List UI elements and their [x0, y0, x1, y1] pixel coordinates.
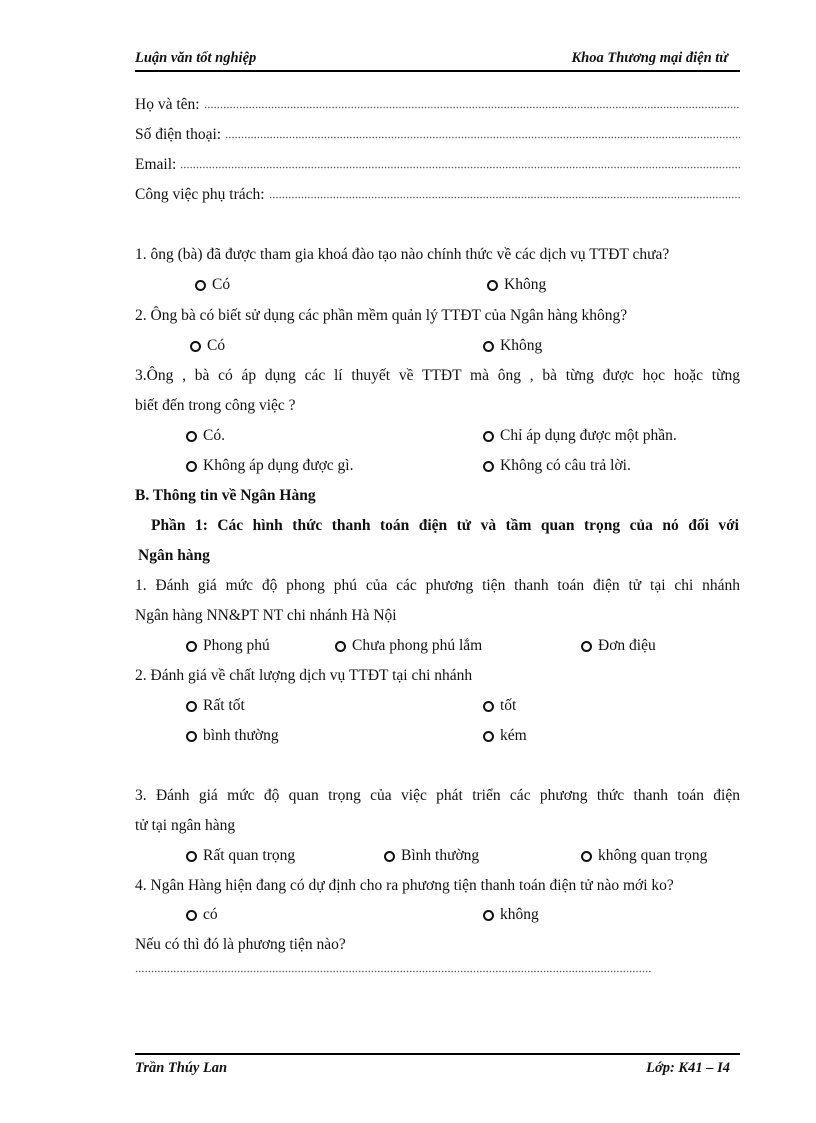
radio-bullet-icon	[335, 641, 346, 652]
radio-bullet-icon	[483, 701, 494, 712]
name-dots[interactable]	[204, 97, 740, 109]
q2-option-yes[interactable]: Có	[190, 336, 225, 356]
part-1-title-line-1: Phần 1: Các hình thức thanh toán điện tử và tầm quan trọng của nó đối với	[151, 517, 739, 534]
radio-bullet-icon	[190, 341, 201, 352]
q2-option-no[interactable]: Không	[483, 336, 542, 356]
radio-bullet-icon	[483, 341, 494, 352]
radio-bullet-icon	[186, 731, 197, 742]
p1-question-3-line-2: tử tại ngân hàng	[135, 817, 236, 834]
radio-bullet-icon	[384, 851, 395, 862]
question-3-line-2: biết đến trong công việc ?	[135, 397, 296, 414]
name-field[interactable]	[135, 95, 740, 115]
radio-bullet-icon	[186, 431, 197, 442]
radio-bullet-icon	[483, 910, 494, 921]
footer-class: Lớp: K41 – I4	[646, 1060, 730, 1076]
phone-label: Số điện thoại:	[135, 126, 222, 143]
radio-bullet-icon	[581, 851, 592, 862]
email-label: Email:	[135, 156, 177, 173]
radio-bullet-icon	[483, 431, 494, 442]
question-3-line-1: 3.Ông , bà có áp dụng các lí thuyết về TTĐT mà ông , bà từng được học hoặc từng	[135, 367, 740, 384]
q3-option-yes[interactable]: Có.	[186, 426, 225, 446]
p1-question-1-line-1: 1. Đánh giá mức độ phong phú của các phương tiện thanh toán điện tử tại chi nhánh	[135, 577, 740, 594]
p1q1-option-rich[interactable]: Phong phú	[186, 636, 270, 656]
p1-question-2: 2. Đánh giá về chất lượng dịch vụ TTĐT tại chi nhánh	[135, 667, 473, 684]
p1q1-option-monotonous[interactable]: Đơn điệu	[581, 636, 656, 656]
part-1-title-line-2: Ngân hàng	[138, 547, 210, 564]
radio-bullet-icon	[483, 731, 494, 742]
p1-question-4: 4. Ngân Hàng hiện đang có dự định cho ra phương tiện thanh toán điện tử nào mới ko?	[135, 877, 674, 894]
p1-question-1-line-2: Ngân hàng NN&PT NT chi nhánh Hà Nội	[135, 607, 397, 624]
radio-bullet-icon	[186, 910, 197, 921]
job-field[interactable]	[135, 185, 740, 205]
radio-bullet-icon	[581, 641, 592, 652]
q3-option-partly[interactable]: Chỉ áp dụng được một phần.	[483, 426, 677, 446]
email-field[interactable]	[135, 155, 740, 175]
name-label: Họ và tên:	[135, 96, 200, 113]
email-dots[interactable]	[180, 157, 740, 169]
p1-question-3-line-1: 3. Đánh giá mức độ quan trọng của việc phát triển các phương thức thanh toán điện	[135, 787, 740, 804]
question-1: 1. ông (bà) đã được tham gia khoá đào tạo nào chính thức về các dịch vụ TTĐT chưa?	[135, 246, 670, 263]
p1q4-followup: Nếu có thì đó là phương tiện nào?	[135, 936, 346, 953]
p1q2-option-good[interactable]: tốt	[483, 696, 516, 716]
p1q3-option-very-important[interactable]: Rất quan trọng	[186, 846, 295, 866]
page-header	[135, 50, 740, 72]
header-thesis-title: Luận văn tốt nghiệp	[135, 50, 257, 66]
p1q2-option-normal[interactable]: bình thường	[186, 726, 279, 746]
header-faculty: Khoa Thương mại điện tử	[571, 50, 728, 66]
radio-bullet-icon	[487, 280, 498, 291]
question-2: 2. Ông bà có biết sử dụng các phần mềm quản lý TTĐT của Ngân hàng không?	[135, 307, 628, 324]
p1q2-option-poor[interactable]: kém	[483, 726, 527, 746]
radio-bullet-icon	[186, 641, 197, 652]
page-footer	[135, 1053, 740, 1077]
q1-option-yes[interactable]: Có	[195, 275, 230, 295]
phone-field[interactable]	[135, 125, 740, 145]
q1-option-no[interactable]: Không	[487, 275, 546, 295]
job-label: Công việc phụ trách:	[135, 186, 265, 203]
footer-author: Trần Thúy Lan	[135, 1060, 228, 1076]
p1q2-option-very-good[interactable]: Rất tốt	[186, 696, 245, 716]
radio-bullet-icon	[186, 461, 197, 472]
radio-bullet-icon	[195, 280, 206, 291]
p1q4-option-no[interactable]: không	[483, 905, 539, 925]
answer-dots-line[interactable]	[135, 966, 651, 976]
q3-option-no-answer[interactable]: Không có câu trả lời.	[483, 456, 631, 476]
radio-bullet-icon	[186, 851, 197, 862]
phone-dots[interactable]	[225, 127, 740, 139]
radio-bullet-icon	[186, 701, 197, 712]
p1q4-option-yes[interactable]: có	[186, 905, 218, 925]
job-dots[interactable]	[269, 187, 740, 199]
p1q3-option-normal[interactable]: Bình thường	[384, 846, 479, 866]
p1q1-option-not-very-rich[interactable]: Chưa phong phú lắm	[335, 636, 482, 656]
radio-bullet-icon	[483, 461, 494, 472]
p1q3-option-not-important[interactable]: không quan trọng	[581, 846, 707, 866]
section-b-title: B. Thông tin về Ngân Hàng	[135, 487, 316, 504]
q3-option-not-at-all[interactable]: Không áp dụng được gì.	[186, 456, 353, 476]
